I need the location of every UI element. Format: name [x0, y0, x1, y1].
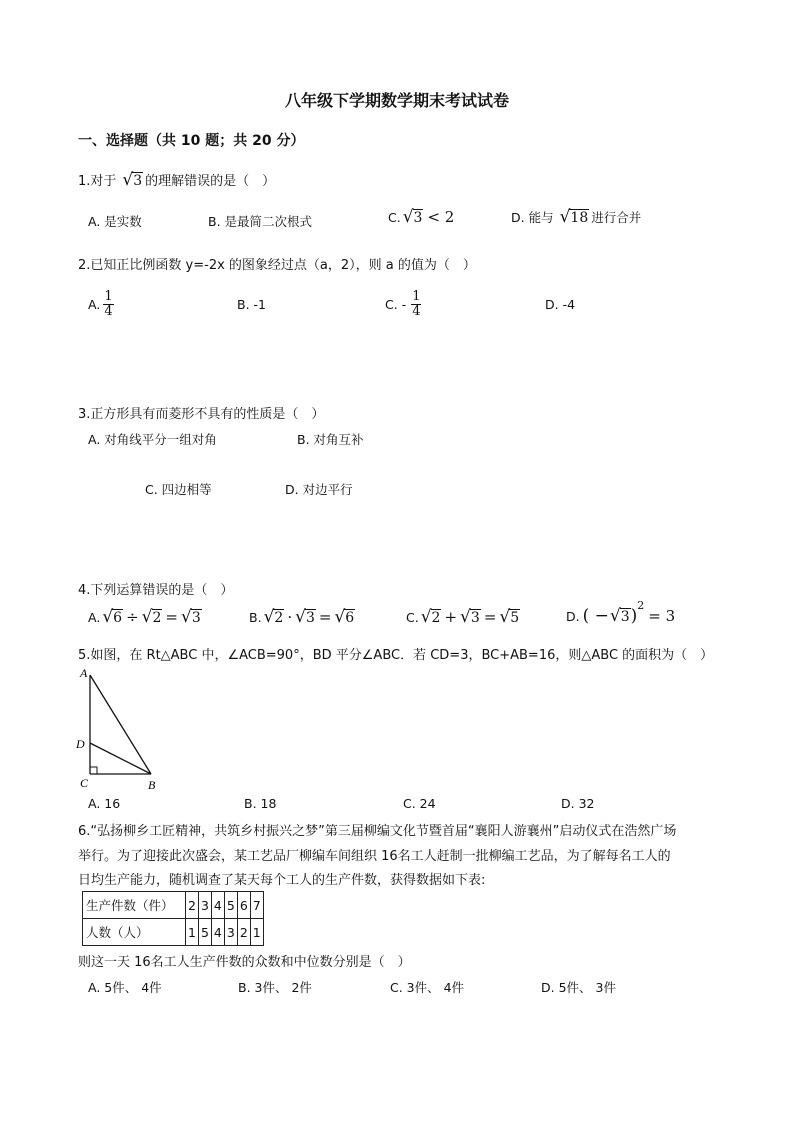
table-header-workers: 人数（人）: [83, 919, 186, 946]
q5-option-c[interactable]: C. 24: [403, 796, 436, 811]
q4-option-c[interactable]: C. √ 2 + √ 3 = √ 5: [406, 607, 520, 627]
q5-option-a[interactable]: A. 16: [88, 796, 121, 811]
table-row: [83, 919, 264, 946]
q3-option-b[interactable]: B. 对角互补: [297, 432, 364, 447]
q4-option-b[interactable]: B. √ 2 · √ 3 = √ 6: [249, 607, 355, 627]
table-cell: 3: [224, 919, 237, 946]
q3-option-a[interactable]: A. 对角线平分一组对角: [88, 432, 217, 447]
table-cell: 3: [198, 892, 211, 919]
q5-option-d[interactable]: D. 32: [561, 796, 595, 811]
production-table: [82, 891, 264, 946]
page-title: 八年级下学期数学期末考试试卷: [284, 91, 509, 110]
q3-option-c[interactable]: C. 四边相等: [145, 482, 212, 497]
q6-option-c[interactable]: C. 3件、 4件: [390, 980, 465, 995]
point-d-label: D: [76, 737, 85, 751]
question-2-stem: 2.已知正比例函数 y=-2x 的图象经过点（a，2），则 a 的值为（ ）: [78, 258, 476, 273]
table-cell: 2: [186, 892, 199, 919]
q4-option-d[interactable]: D. ( − √ 3 ) 2 = 3: [566, 598, 676, 626]
q1-option-a[interactable]: A. 是实数: [88, 214, 142, 229]
q2-option-a[interactable]: A. $\frac{1}{4}$: [88, 289, 113, 319]
question-3-stem: 3.正方形具有而菱形不具有的性质是（ ）: [78, 407, 325, 422]
vertex-c-label: C: [80, 776, 89, 790]
right-angle-mark: [90, 767, 97, 774]
question-6-question: 则这一天 16名工人生产件数的众数和中位数分别是（ ）: [78, 955, 411, 970]
q1-option-b[interactable]: B. 是最简二次根式: [208, 214, 313, 229]
q4-option-a[interactable]: A. √ 6 ÷ √ 2 = √ 3: [88, 607, 201, 627]
question-1-stem: [78, 170, 275, 189]
vertex-b-label: B: [148, 778, 156, 792]
q1-stem-prefix: 1.对于: [78, 174, 117, 189]
table-cell: 5: [224, 892, 237, 919]
table-cell: 5: [198, 919, 211, 946]
question-6-line-1: 6.“弘扬柳乡工匠精神，共筑乡村振兴之梦”第三届柳编文化节暨首届“襄阳人游襄州”启动仪式在浩然广场: [78, 824, 677, 839]
q1-option-c[interactable]: C. √ 3 < 2: [388, 207, 455, 227]
q6-option-b[interactable]: B. 3件、 2件: [238, 980, 312, 995]
section-heading: 一、选择题（共 10 题；共 20 分）: [78, 133, 305, 149]
table-header-pieces: 生产件数（件）: [83, 892, 186, 919]
question-6-line-2: 举行。为了迎接此次盛会，某工艺品厂柳编车间组织 16名工人赶制一批柳编工艺品，为了解每名工人的: [78, 849, 671, 864]
table-cell: 4: [211, 919, 224, 946]
vertex-a-label: A: [80, 666, 88, 680]
table-cell: 1: [186, 919, 199, 946]
question-5-stem: 5.如图，在 Rt△ABC 中，∠ACB=90°，BD 平分∠ABC．若 CD=3，BC+AB=16，则△ABC 的面积为（ ）: [78, 648, 714, 663]
q1-option-d[interactable]: D. 能与 √ 18 进行合并: [511, 207, 642, 227]
table-cell: 6: [237, 892, 250, 919]
q1-stem-suffix: 的理解错误的是（ ）: [145, 174, 276, 189]
q2-option-d[interactable]: D. -4: [545, 297, 576, 312]
table-cell: 1: [250, 919, 263, 946]
q5-option-b[interactable]: B. 18: [244, 796, 277, 811]
q6-option-a[interactable]: A. 5件、 4件: [88, 980, 162, 995]
question-6-line-3: 日均生产能力，随机调查了某天每个工人的生产件数，获得数据如下表:: [78, 873, 486, 888]
q2-option-c[interactable]: C. - $\frac{1}{4}$: [385, 289, 421, 319]
table-cell: 7: [250, 892, 263, 919]
table-cell: 4: [211, 892, 224, 919]
table-cell: 2: [237, 919, 250, 946]
triangle-figure: [74, 662, 166, 794]
q1-sqrt-3: √ 3: [122, 169, 143, 190]
q3-option-d[interactable]: D. 对边平行: [285, 482, 353, 497]
question-4-stem: 4.下列运算错误的是（ ）: [78, 583, 234, 598]
q6-option-d[interactable]: D. 5件、 3件: [541, 980, 616, 995]
q2-option-b[interactable]: B. -1: [237, 297, 266, 312]
table-row: [83, 892, 264, 919]
